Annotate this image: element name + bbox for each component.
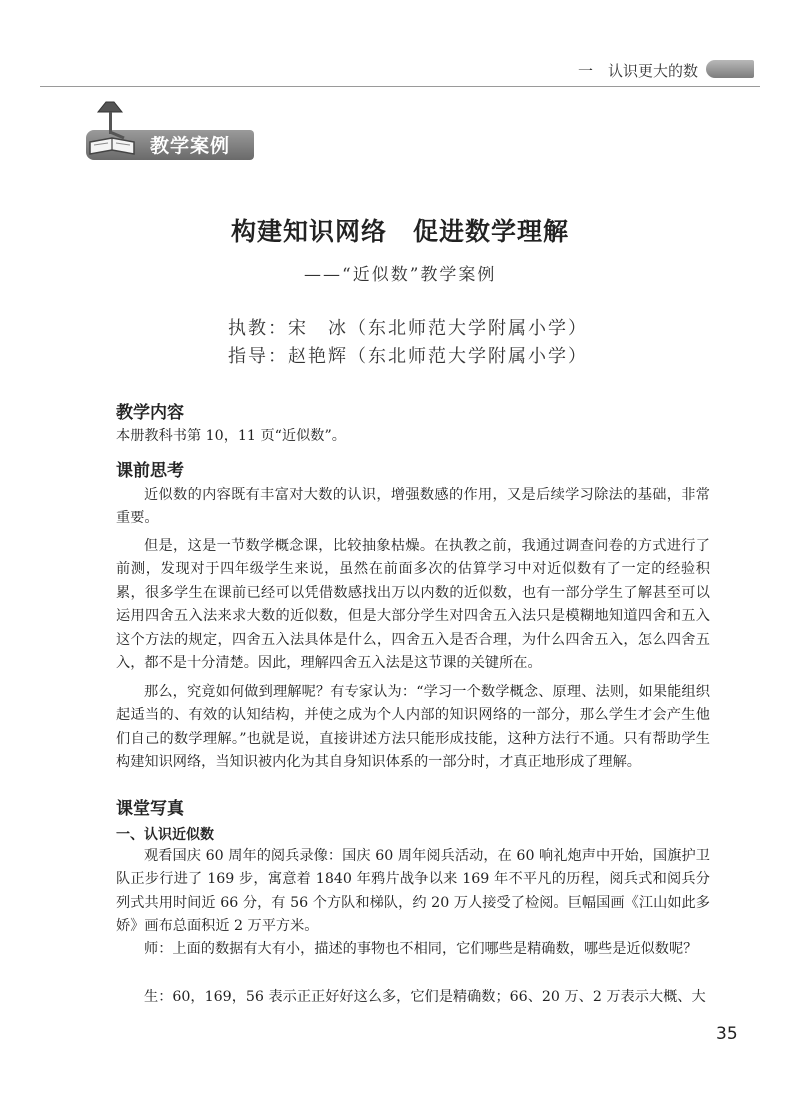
advisor-credit: 指导：赵艳辉（东北师范大学附属小学） <box>228 346 588 367</box>
heading-teaching-content: 教学内容 <box>116 403 184 423</box>
page-number: 35 <box>716 1024 738 1044</box>
article-subtitle: ——“近似数”教学案例 <box>304 265 497 285</box>
teacher-credit: 执教：宋 冰（东北师范大学附属小学） <box>228 318 588 339</box>
thinking-paragraph-3: 那么，究竟如何做到理解呢？有专家认为：“学习一个数学概念、原理、法则，如果能组织起适当的、有效的认知结构，并使之成为个人内部的知识网络的一部分，那么学生才会产生他们自己的数学理解。”也就是说，直接讲述方法只能形成技能，这种方法行不通。只有帮助学生构建知识网络，当知识被内化为其自身知识体系的一部分时，才真正地形成了理解。 <box>116 684 710 771</box>
desk-lamp-book-icon <box>84 98 148 158</box>
running-header-chapter: 一 认识更大的数 <box>578 62 699 80</box>
heading-classroom-record: 课堂写真 <box>116 799 184 819</box>
teaching-content-text: 本册教科书第 10，11 页“近似数”。 <box>116 428 346 444</box>
article-title: 构建知识网络 促进数学理解 <box>230 217 569 246</box>
section-banner-label: 教学案例 <box>150 135 231 157</box>
header-tab-decoration <box>706 60 754 78</box>
classroom-paragraph-2: 师：上面的数据有大有小，描述的事物也不相同，它们哪些是精确数，哪些是近似数呢？ <box>144 941 698 957</box>
thinking-paragraph-2: 但是，这是一节数学概念课，比较抽象枯燥。在执教之前，我通过调查问卷的方式进行了前测，发现对于四年级学生来说，虽然在前面多次的估算学习中对近似数有了一定的经验积累，很多学生在课前已经可以凭借数感找出万以内数的近似数，也有一部分学生了解甚至可以运用四舍五入法来求大数的近似数，但是大部分学生对四舍五入法只是模糊地知道四舍和五入这个方法的规定，四舍五入法具体是什么，四舍五入是否合理，为什么四舍五入，怎么四舍五入，都不是十分清楚。因此，理解四舍五入法是这节课的关键所在。 <box>116 538 710 672</box>
header-divider <box>40 86 760 87</box>
subheading-recognize-approximate: 一、认识近似数 <box>116 827 214 843</box>
thinking-paragraph-1: 近似数的内容既有丰富对大数的认识，增强数感的作用，又是后续学习除法的基础，非常重要。 <box>116 487 710 527</box>
classroom-paragraph-3: 生：60，169，56 表示正正好好这么多，它们是精确数；66、20 万、2 万表示大概、大 <box>144 989 706 1005</box>
heading-pre-class-thinking: 课前思考 <box>116 461 184 481</box>
classroom-paragraph-1: 观看国庆 60 周年的阅兵录像：国庆 60 周年阅兵活动，在 60 响礼炮声中开始，国旗护卫队正步行进了 169 步，寓意着 1840 年鸦片战争以来 169 年不平凡的历程，阅兵式和阅兵分列式共用时间近 66 分，有 56 个方队和梯队，约 20 万人接受了检阅。巨幅国画《江山如此多娇》画布总面积近 2 万平方米。 <box>116 848 710 935</box>
